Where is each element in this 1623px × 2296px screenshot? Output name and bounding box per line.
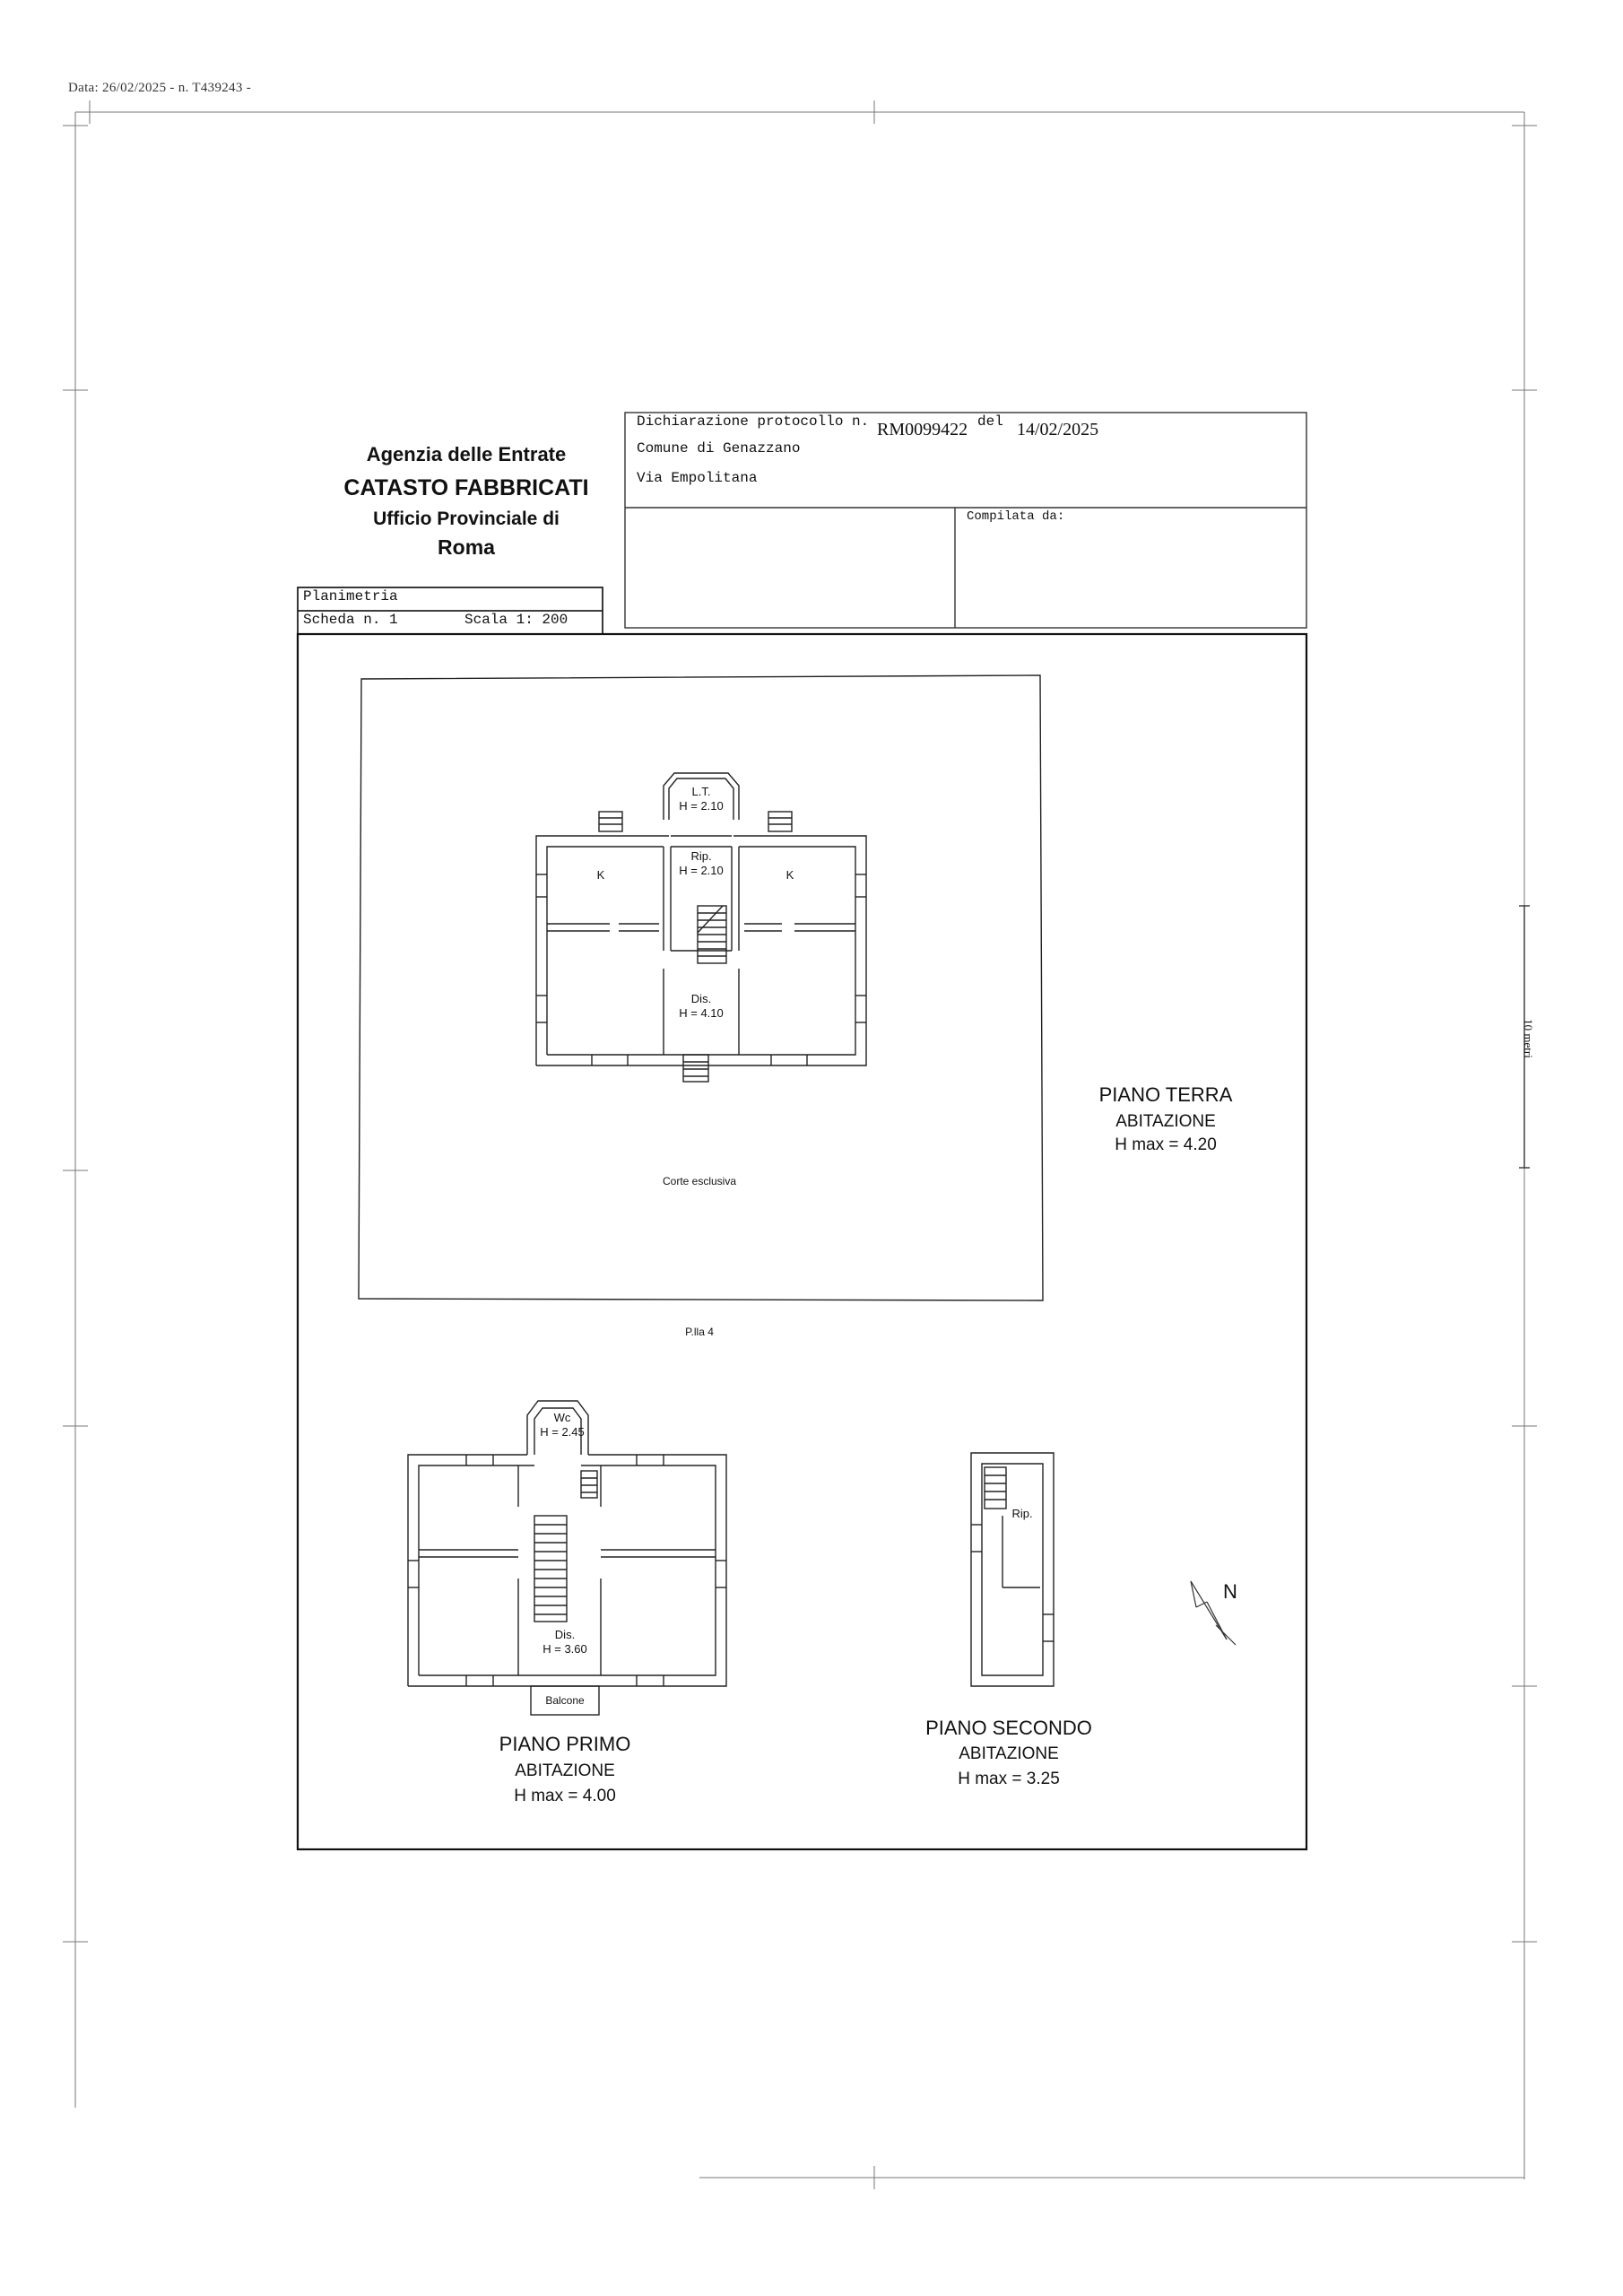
plan-scale: Scala 1: 200 <box>464 612 568 628</box>
north-label: N <box>1223 1580 1237 1603</box>
balcony-label: Balcone <box>545 1694 585 1707</box>
second-floor-title: PIANO SECONDO <box>925 1717 1092 1739</box>
courtyard-label: Corte esclusiva <box>662 1175 737 1187</box>
municipality: Comune di Genazzano <box>637 440 801 457</box>
protocol-number: RM0099422 <box>877 420 968 439</box>
ground-floor-use: ABITAZIONE <box>1115 1112 1216 1131</box>
print-date: Data: 26/02/2025 - n. T439243 - <box>68 81 251 95</box>
ground-floor-hmax: H max = 4.20 <box>1115 1135 1217 1154</box>
agency-header <box>296 443 637 560</box>
room-rip-ground: Rip. H = 2.10 <box>679 849 724 877</box>
plan-type-label: Planimetria <box>303 588 398 604</box>
catasto-title: CATASTO FABBRICATI <box>343 475 589 500</box>
declaration-label: Dichiarazione protocollo n. <box>637 413 870 430</box>
room-dis-ground: Dis. H = 4.10 <box>679 992 724 1020</box>
ground-floor-title: PIANO TERRA <box>1098 1083 1233 1106</box>
office-city: Roma <box>438 535 495 559</box>
sheet-number: Scheda n. 1 <box>303 612 398 628</box>
office-label: Ufficio Provinciale di <box>373 509 560 529</box>
street-address: Via Empolitana <box>637 470 758 486</box>
second-floor-use: ABITAZIONE <box>959 1744 1059 1763</box>
room-lt: L.T. H = 2.10 <box>679 785 724 813</box>
protocol-date: 14/02/2025 <box>1017 420 1099 439</box>
first-floor-use: ABITAZIONE <box>515 1761 615 1780</box>
compiled-by-label: Compilata da: <box>967 509 1065 524</box>
room-rip-second: Rip. <box>1011 1507 1033 1520</box>
first-floor-hmax: H max = 4.00 <box>514 1787 616 1805</box>
agency-name: Agenzia delle Entrate <box>366 443 567 465</box>
second-floor-hmax: H max = 3.25 <box>958 1770 1060 1788</box>
courtyard-boundary <box>359 675 1043 1300</box>
room-k-right: K <box>785 868 794 882</box>
room-dis-first: Dis. H = 3.60 <box>542 1628 587 1656</box>
room-k-left: K <box>596 868 605 882</box>
del-label: del <box>977 413 1003 430</box>
first-floor-title: PIANO PRIMO <box>499 1733 631 1755</box>
room-wc: Wc H = 2.45 <box>540 1411 585 1439</box>
drawing-frame <box>298 634 1306 1849</box>
scale-bar-label: 10 metri <box>1522 1019 1535 1058</box>
parcel-label: P.lla 4 <box>685 1326 714 1338</box>
